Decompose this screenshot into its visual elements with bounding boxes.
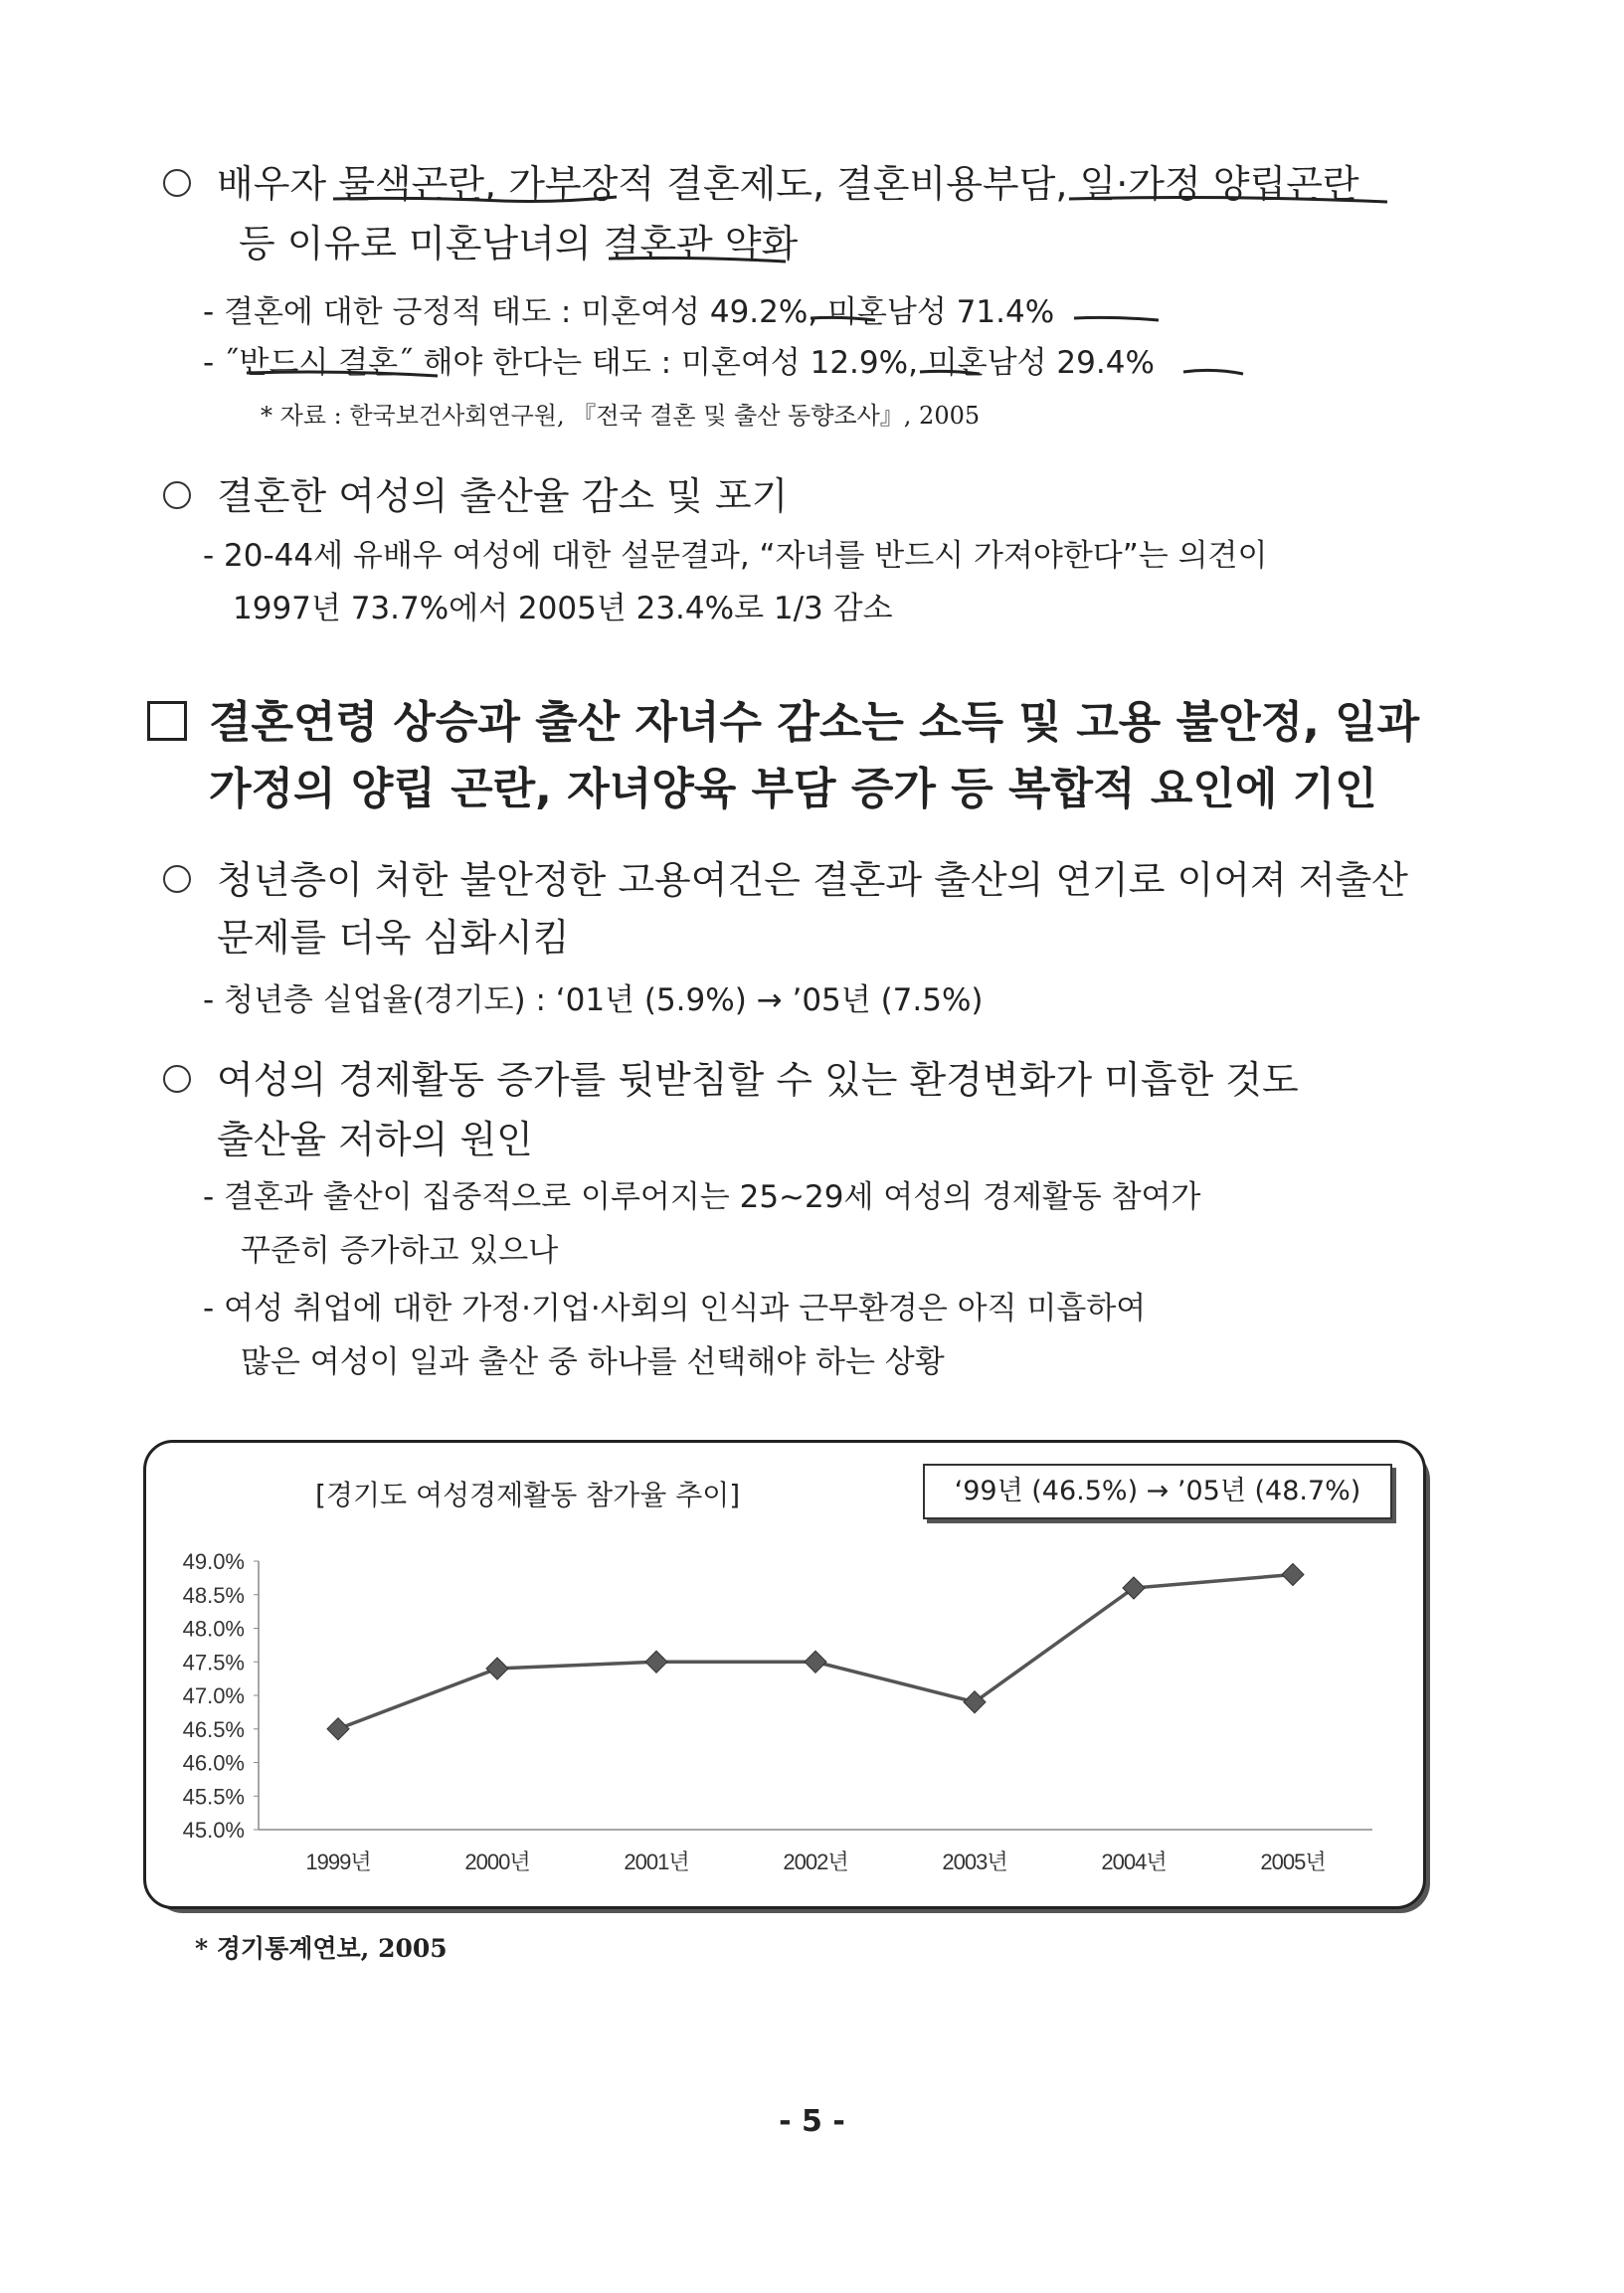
x-tick-label: 2002년 [783, 1850, 848, 1874]
circle-bullet-icon [163, 481, 191, 509]
bullet-1-line-2: 등 이유로 미혼남녀의 결혼관 약화 [239, 222, 799, 265]
y-tick-label: 48.0% [182, 1616, 245, 1642]
bullet-1-text-1: 배우자 물색곤란, 가부장적 결혼제도, 결혼비용부담, 일·가정 양립곤란 [217, 162, 1359, 206]
data-point-marker [645, 1651, 667, 1673]
page-number: - 5 - [779, 2104, 845, 2139]
data-point-marker [486, 1658, 508, 1679]
data-point-marker [327, 1718, 349, 1740]
x-tick-label: 2003년 [942, 1850, 1007, 1874]
bullet-2-dash-1b: 1997년 73.7%에서 2005년 23.4%로 1/3 감소 [233, 591, 893, 626]
y-tick-label: 47.0% [182, 1683, 245, 1708]
x-tick-label: 2001년 [624, 1850, 689, 1874]
bullet-4-dash-2b: 많은 여성이 일과 출산 중 하나를 선택해야 하는 상황 [241, 1344, 945, 1380]
bullet-2-dash-1a: - 20-44세 유배우 여성에 대한 설문결과, “자녀를 반드시 가져야한다”는 의견이 [203, 538, 1268, 574]
bullet-4-dash-1b: 꾸준히 증가하고 있으나 [241, 1233, 559, 1269]
y-tick-label: 45.5% [182, 1784, 245, 1810]
bullet-1-dash-1: - 결혼에 대한 긍정적 태도 : 미혼여성 49.2%, 미혼남성 71.4% [203, 294, 1055, 330]
y-tick-label: 48.5% [182, 1582, 245, 1608]
bullet-4-dash-1a: - 결혼과 출산이 집중적으로 이루어지는 25~29세 여성의 경제활동 참여가 [203, 1179, 1201, 1215]
x-tick-label: 2005년 [1260, 1850, 1326, 1874]
bullet-3-line-1 [163, 849, 1408, 904]
bullet-4-line-2: 출산율 저하의 원인 [217, 1118, 533, 1161]
bullet-1-source-note: * 자료 : 한국보건사회연구원, 『전국 결혼 및 출산 동향조사』, 2005 [261, 402, 981, 430]
data-point-marker [964, 1691, 986, 1713]
heading-text-1: 결혼연령 상승과 출산 자녀수 감소는 소득 및 고용 불안정, 일과 [209, 697, 1420, 748]
bullet-3-text-1: 청년층이 처한 불안정한 고용여건은 결혼과 출산의 연기로 이어져 저출산 [217, 858, 1408, 902]
bullet-2-text-1: 결혼한 여성의 출산율 감소 및 포기 [217, 474, 789, 518]
bullet-4-dash-2a: - 여성 취업에 대한 가정·기업·사회의 인식과 근무환경은 아직 미흡하여 [203, 1291, 1147, 1326]
chart-title: [경기도 여성경제활동 참가율 추이] [315, 1479, 741, 1511]
y-tick-label: 46.0% [182, 1750, 245, 1776]
y-tick-label: 45.0% [182, 1818, 245, 1843]
circle-bullet-icon [163, 865, 191, 893]
heading-line-1 [147, 686, 1419, 750]
x-tick-label: 1999년 [305, 1850, 371, 1874]
data-point-marker [805, 1651, 826, 1673]
bullet-3-dash-1: - 청년층 실업율(경기도) : ‘01년 (5.9%) → ’05년 (7.5%) [203, 982, 984, 1018]
chart-summary-box: ‘99년 (46.5%) → ’05년 (48.7%) [923, 1464, 1392, 1519]
line-chart [149, 1541, 1402, 1894]
bullet-4-line-1 [163, 1049, 1299, 1104]
y-tick-label: 49.0% [182, 1549, 245, 1574]
x-tick-label: 2004년 [1101, 1850, 1167, 1874]
chart-source: * 경기통계연보, 2005 [195, 1934, 448, 1963]
data-point-marker [1282, 1564, 1304, 1586]
x-tick-label: 2000년 [464, 1850, 530, 1874]
y-tick-label: 47.5% [182, 1650, 245, 1676]
bullet-2-line-1 [163, 465, 788, 520]
bullet-3-line-2: 문제를 더욱 심화시킴 [217, 916, 570, 960]
y-tick-label: 46.5% [182, 1716, 245, 1742]
data-point-marker [1123, 1577, 1145, 1599]
heading-line-2: 가정의 양립 곤란, 자녀양육 부담 증가 등 복합적 요인에 기인 [209, 764, 1377, 814]
circle-bullet-icon [163, 1065, 191, 1093]
square-bullet-icon [147, 701, 187, 741]
bullet-1-dash-2: - ˝반드시 결혼˝ 해야 한다는 태도 : 미혼여성 12.9%, 미혼남성 29.4% [203, 345, 1155, 381]
bullet-4-text-1: 여성의 경제활동 증가를 뒷받침할 수 있는 환경변화가 미흡한 것도 [217, 1058, 1299, 1102]
